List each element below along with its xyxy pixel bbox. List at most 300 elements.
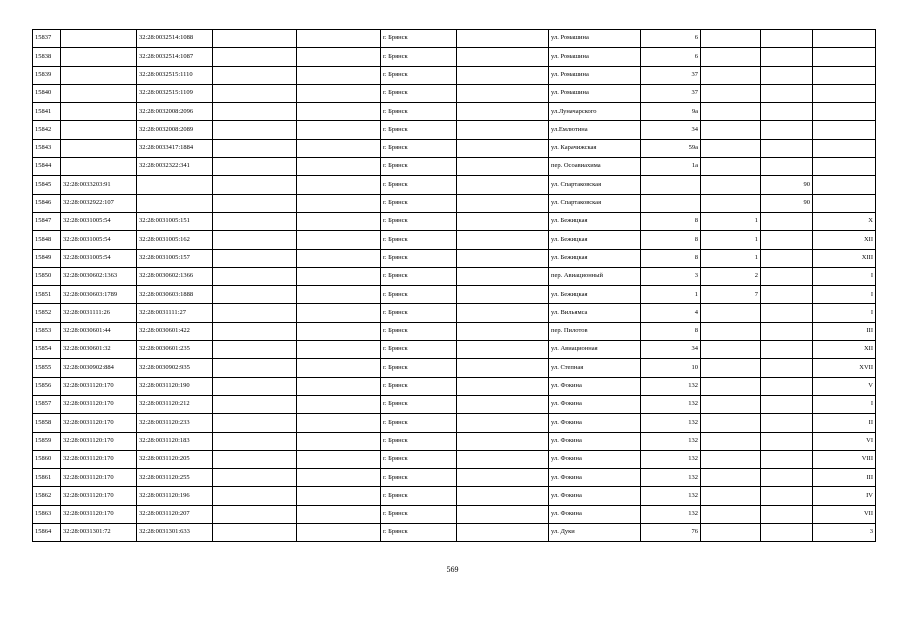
cell-col-5 bbox=[297, 212, 381, 230]
cell-house-number: 4 bbox=[641, 304, 701, 322]
page-number: 569 bbox=[446, 565, 459, 574]
cell-row-number: 15858 bbox=[33, 414, 61, 432]
table-row bbox=[33, 341, 876, 359]
cell-house-number: 76 bbox=[641, 524, 701, 542]
cell-col-7 bbox=[457, 103, 549, 121]
cell-col-7 bbox=[457, 524, 549, 542]
cell-col-11: 90 bbox=[761, 194, 813, 212]
cell-col-4 bbox=[213, 121, 297, 139]
cell-col-11 bbox=[761, 249, 813, 267]
cell-building-number bbox=[701, 158, 761, 176]
cell-premises-number bbox=[813, 103, 876, 121]
cell-col-11 bbox=[761, 139, 813, 157]
cell-col-11 bbox=[761, 304, 813, 322]
cell-col-4 bbox=[213, 359, 297, 377]
cell-house-number: 132 bbox=[641, 469, 701, 487]
cell-col-4 bbox=[213, 395, 297, 413]
cell-col-11 bbox=[761, 377, 813, 395]
cell-building-number bbox=[701, 121, 761, 139]
cell-object-cadastral-number: 32:28:0032322:341 bbox=[137, 158, 213, 176]
cell-house-number: 132 bbox=[641, 377, 701, 395]
cell-col-5 bbox=[297, 66, 381, 84]
cell-street: ул. Бежицкая bbox=[549, 212, 641, 230]
cell-parcel-cadastral-number: 32:28:0031301:72 bbox=[61, 524, 137, 542]
table-row bbox=[33, 66, 876, 84]
cell-house-number: 6 bbox=[641, 30, 701, 48]
cell-building-number bbox=[701, 304, 761, 322]
cell-street: ул. Фокина bbox=[549, 505, 641, 523]
cell-parcel-cadastral-number: 32:28:0030602:1363 bbox=[61, 267, 137, 285]
cell-premises-number: VII bbox=[813, 505, 876, 523]
cell-street: ул. Фокина bbox=[549, 487, 641, 505]
table-row bbox=[33, 231, 876, 249]
cell-col-5 bbox=[297, 469, 381, 487]
cell-col-5 bbox=[297, 487, 381, 505]
cell-row-number: 15847 bbox=[33, 212, 61, 230]
cell-object-cadastral-number: 32:28:0031111:27 bbox=[137, 304, 213, 322]
cell-object-cadastral-number: 32:28:0031120:212 bbox=[137, 395, 213, 413]
cell-house-number: 132 bbox=[641, 505, 701, 523]
cell-parcel-cadastral-number: 32:28:0030601:32 bbox=[61, 341, 137, 359]
cell-col-5 bbox=[297, 322, 381, 340]
cell-building-number bbox=[701, 395, 761, 413]
cell-building-number bbox=[701, 487, 761, 505]
cell-col-4 bbox=[213, 103, 297, 121]
cell-col-11 bbox=[761, 84, 813, 102]
cell-col-5 bbox=[297, 121, 381, 139]
cell-premises-number bbox=[813, 84, 876, 102]
cell-row-number: 15850 bbox=[33, 267, 61, 285]
cell-col-7 bbox=[457, 322, 549, 340]
cell-premises-number bbox=[813, 158, 876, 176]
cell-col-7 bbox=[457, 377, 549, 395]
cell-parcel-cadastral-number: 32:28:0031120:170 bbox=[61, 487, 137, 505]
cell-parcel-cadastral-number bbox=[61, 48, 137, 66]
cell-col-4 bbox=[213, 139, 297, 157]
cell-house-number: 8 bbox=[641, 212, 701, 230]
cell-col-11 bbox=[761, 66, 813, 84]
cell-col-11 bbox=[761, 414, 813, 432]
cell-row-number: 15855 bbox=[33, 359, 61, 377]
cell-city: г. Брянск bbox=[381, 359, 457, 377]
cell-col-7 bbox=[457, 48, 549, 66]
cell-row-number: 15844 bbox=[33, 158, 61, 176]
cell-premises-number: II bbox=[813, 414, 876, 432]
cell-parcel-cadastral-number: 32:28:0031005:54 bbox=[61, 249, 137, 267]
cell-col-11: 90 bbox=[761, 176, 813, 194]
cell-row-number: 15837 bbox=[33, 30, 61, 48]
cell-col-4 bbox=[213, 377, 297, 395]
cell-col-7 bbox=[457, 194, 549, 212]
cell-parcel-cadastral-number: 32:28:0030603:1789 bbox=[61, 286, 137, 304]
cell-street: ул. Бежицкая bbox=[549, 231, 641, 249]
cell-street: ул. Ромашина bbox=[549, 84, 641, 102]
cell-col-7 bbox=[457, 66, 549, 84]
cell-building-number bbox=[701, 48, 761, 66]
cell-col-5 bbox=[297, 249, 381, 267]
cell-parcel-cadastral-number bbox=[61, 66, 137, 84]
cell-object-cadastral-number: 32:28:0031120:233 bbox=[137, 414, 213, 432]
cell-street: ул. Ромашина bbox=[549, 48, 641, 66]
table-row bbox=[33, 414, 876, 432]
cell-object-cadastral-number: 32:28:0031005:157 bbox=[137, 249, 213, 267]
cell-col-7 bbox=[457, 231, 549, 249]
cell-col-4 bbox=[213, 322, 297, 340]
cell-row-number: 15860 bbox=[33, 450, 61, 468]
table-row bbox=[33, 432, 876, 450]
cell-col-5 bbox=[297, 377, 381, 395]
cell-row-number: 15845 bbox=[33, 176, 61, 194]
cell-street: пер. Пилотов bbox=[549, 322, 641, 340]
cell-house-number bbox=[641, 176, 701, 194]
cell-building-number bbox=[701, 194, 761, 212]
cell-house-number: 1 bbox=[641, 286, 701, 304]
cell-parcel-cadastral-number: 32:28:0031120:170 bbox=[61, 450, 137, 468]
cell-parcel-cadastral-number: 32:28:0031111:26 bbox=[61, 304, 137, 322]
cell-premises-number: III bbox=[813, 322, 876, 340]
table-row bbox=[33, 286, 876, 304]
cell-house-number: 37 bbox=[641, 84, 701, 102]
cell-parcel-cadastral-number: 32:28:0031005:54 bbox=[61, 212, 137, 230]
cell-row-number: 15856 bbox=[33, 377, 61, 395]
cell-col-5 bbox=[297, 158, 381, 176]
cell-house-number: 9а bbox=[641, 103, 701, 121]
cell-object-cadastral-number: 32:28:0031120:205 bbox=[137, 450, 213, 468]
cell-row-number: 15848 bbox=[33, 231, 61, 249]
cell-row-number: 15864 bbox=[33, 524, 61, 542]
cell-object-cadastral-number: 32:28:0032008:2096 bbox=[137, 103, 213, 121]
cell-object-cadastral-number bbox=[137, 176, 213, 194]
cell-col-5 bbox=[297, 139, 381, 157]
cell-col-11 bbox=[761, 30, 813, 48]
table-row bbox=[33, 194, 876, 212]
cell-street: ул. Бежицкая bbox=[549, 286, 641, 304]
cell-house-number: 8 bbox=[641, 231, 701, 249]
table-row bbox=[33, 249, 876, 267]
cell-street: ул. Спартаковская bbox=[549, 176, 641, 194]
cell-row-number: 15862 bbox=[33, 487, 61, 505]
cell-house-number: 10 bbox=[641, 359, 701, 377]
cell-parcel-cadastral-number bbox=[61, 84, 137, 102]
cell-street: ул. Вильямса bbox=[549, 304, 641, 322]
cell-col-11 bbox=[761, 286, 813, 304]
cell-city: г. Брянск bbox=[381, 414, 457, 432]
table-row bbox=[33, 322, 876, 340]
table-row bbox=[33, 450, 876, 468]
cell-premises-number: I bbox=[813, 286, 876, 304]
cell-city: г. Брянск bbox=[381, 432, 457, 450]
table-row bbox=[33, 267, 876, 285]
table-row bbox=[33, 176, 876, 194]
cell-col-7 bbox=[457, 469, 549, 487]
cell-house-number: 132 bbox=[641, 432, 701, 450]
cell-building-number bbox=[701, 469, 761, 487]
cell-col-7 bbox=[457, 505, 549, 523]
cell-col-4 bbox=[213, 286, 297, 304]
cell-premises-number: XII bbox=[813, 231, 876, 249]
cell-col-11 bbox=[761, 359, 813, 377]
cell-col-11 bbox=[761, 231, 813, 249]
table-row bbox=[33, 469, 876, 487]
cell-building-number bbox=[701, 432, 761, 450]
cell-city: г. Брянск bbox=[381, 524, 457, 542]
cell-col-5 bbox=[297, 450, 381, 468]
table-row bbox=[33, 304, 876, 322]
cell-col-5 bbox=[297, 432, 381, 450]
cell-object-cadastral-number: 32:28:0030601:235 bbox=[137, 341, 213, 359]
cell-street: ул.Емлютина bbox=[549, 121, 641, 139]
cell-street: ул. Степная bbox=[549, 359, 641, 377]
cell-street: ул. Бежицкая bbox=[549, 249, 641, 267]
cell-col-5 bbox=[297, 395, 381, 413]
cell-col-11 bbox=[761, 121, 813, 139]
cell-col-7 bbox=[457, 139, 549, 157]
cell-building-number bbox=[701, 139, 761, 157]
cell-street: ул. Фокина bbox=[549, 432, 641, 450]
cell-row-number: 15859 bbox=[33, 432, 61, 450]
cell-parcel-cadastral-number: 32:28:0031120:170 bbox=[61, 505, 137, 523]
cell-street: пер. Осоавиахима bbox=[549, 158, 641, 176]
cell-city: г. Брянск bbox=[381, 84, 457, 102]
cell-city: г. Брянск bbox=[381, 450, 457, 468]
cell-object-cadastral-number: 32:28:0030602:1366 bbox=[137, 267, 213, 285]
cell-street: ул. Спартаковская bbox=[549, 194, 641, 212]
cell-city: г. Брянск bbox=[381, 30, 457, 48]
cell-street: ул. Фокина bbox=[549, 469, 641, 487]
cell-row-number: 15841 bbox=[33, 103, 61, 121]
cell-street: ул. Фокина bbox=[549, 414, 641, 432]
cell-building-number bbox=[701, 377, 761, 395]
cell-premises-number: XII bbox=[813, 341, 876, 359]
cell-col-4 bbox=[213, 158, 297, 176]
cell-building-number bbox=[701, 322, 761, 340]
cell-street: ул. Фокина bbox=[549, 450, 641, 468]
cell-object-cadastral-number: 32:28:0031120:183 bbox=[137, 432, 213, 450]
cell-city: г. Брянск bbox=[381, 505, 457, 523]
cell-building-number bbox=[701, 30, 761, 48]
cell-row-number: 15838 bbox=[33, 48, 61, 66]
cell-premises-number: I bbox=[813, 304, 876, 322]
cell-house-number: 3 bbox=[641, 267, 701, 285]
cell-city: г. Брянск bbox=[381, 212, 457, 230]
cell-col-11 bbox=[761, 432, 813, 450]
cell-col-4 bbox=[213, 524, 297, 542]
cell-col-5 bbox=[297, 359, 381, 377]
cell-col-4 bbox=[213, 212, 297, 230]
cell-house-number: 8 bbox=[641, 322, 701, 340]
cell-object-cadastral-number: 32:28:0032515:1110 bbox=[137, 66, 213, 84]
cell-building-number bbox=[701, 176, 761, 194]
table-row bbox=[33, 139, 876, 157]
cell-premises-number bbox=[813, 139, 876, 157]
cell-parcel-cadastral-number: 32:28:0031005:54 bbox=[61, 231, 137, 249]
cell-col-11 bbox=[761, 505, 813, 523]
cell-building-number bbox=[701, 524, 761, 542]
cell-row-number: 15852 bbox=[33, 304, 61, 322]
cell-city: г. Брянск bbox=[381, 469, 457, 487]
cell-house-number: 34 bbox=[641, 341, 701, 359]
cell-street: ул. Ромашина bbox=[549, 66, 641, 84]
cell-premises-number: III bbox=[813, 469, 876, 487]
cell-col-5 bbox=[297, 84, 381, 102]
cell-building-number bbox=[701, 450, 761, 468]
cell-city: г. Брянск bbox=[381, 231, 457, 249]
cell-object-cadastral-number bbox=[137, 194, 213, 212]
cell-house-number: 59а bbox=[641, 139, 701, 157]
cell-col-11 bbox=[761, 48, 813, 66]
cell-col-11 bbox=[761, 487, 813, 505]
cell-col-11 bbox=[761, 341, 813, 359]
cell-city: г. Брянск bbox=[381, 341, 457, 359]
cell-col-4 bbox=[213, 48, 297, 66]
cell-parcel-cadastral-number: 32:28:0031120:170 bbox=[61, 414, 137, 432]
cell-col-5 bbox=[297, 524, 381, 542]
cell-col-11 bbox=[761, 212, 813, 230]
table-row bbox=[33, 121, 876, 139]
cell-premises-number bbox=[813, 66, 876, 84]
cell-col-11 bbox=[761, 103, 813, 121]
table-row bbox=[33, 487, 876, 505]
cell-col-7 bbox=[457, 249, 549, 267]
registry-table bbox=[32, 29, 876, 542]
cell-building-number: 1 bbox=[701, 212, 761, 230]
cell-premises-number: VIII bbox=[813, 450, 876, 468]
cell-house-number bbox=[641, 194, 701, 212]
registry-body bbox=[33, 30, 876, 542]
cell-col-5 bbox=[297, 267, 381, 285]
cell-object-cadastral-number: 32:28:0031005:162 bbox=[137, 231, 213, 249]
cell-house-number: 132 bbox=[641, 450, 701, 468]
cell-row-number: 15853 bbox=[33, 322, 61, 340]
cell-row-number: 15863 bbox=[33, 505, 61, 523]
cell-col-5 bbox=[297, 48, 381, 66]
cell-premises-number: XVII bbox=[813, 359, 876, 377]
cell-col-5 bbox=[297, 194, 381, 212]
cell-row-number: 15849 bbox=[33, 249, 61, 267]
cell-col-4 bbox=[213, 176, 297, 194]
cell-building-number: 1 bbox=[701, 249, 761, 267]
table-row bbox=[33, 84, 876, 102]
cell-city: г. Брянск bbox=[381, 48, 457, 66]
cell-object-cadastral-number: 32:28:0032515:1109 bbox=[137, 84, 213, 102]
cell-object-cadastral-number: 32:28:0030601:422 bbox=[137, 322, 213, 340]
cell-building-number bbox=[701, 341, 761, 359]
cell-premises-number: I bbox=[813, 395, 876, 413]
cell-col-5 bbox=[297, 286, 381, 304]
cell-house-number: 132 bbox=[641, 395, 701, 413]
cell-house-number: 1а bbox=[641, 158, 701, 176]
cell-object-cadastral-number: 32:28:0031120:255 bbox=[137, 469, 213, 487]
cell-col-5 bbox=[297, 304, 381, 322]
cell-premises-number: VI bbox=[813, 432, 876, 450]
cell-col-5 bbox=[297, 414, 381, 432]
cell-street: ул. Дуки bbox=[549, 524, 641, 542]
cell-col-5 bbox=[297, 231, 381, 249]
cell-col-5 bbox=[297, 341, 381, 359]
cell-col-11 bbox=[761, 395, 813, 413]
cell-col-7 bbox=[457, 158, 549, 176]
cell-row-number: 15846 bbox=[33, 194, 61, 212]
cell-parcel-cadastral-number bbox=[61, 158, 137, 176]
cell-parcel-cadastral-number: 32:28:0031120:170 bbox=[61, 469, 137, 487]
cell-col-11 bbox=[761, 158, 813, 176]
cell-col-7 bbox=[457, 487, 549, 505]
cell-col-7 bbox=[457, 286, 549, 304]
cell-city: г. Брянск bbox=[381, 395, 457, 413]
cell-col-4 bbox=[213, 231, 297, 249]
cell-city: г. Брянск bbox=[381, 139, 457, 157]
cell-premises-number bbox=[813, 30, 876, 48]
cell-object-cadastral-number: 32:28:0031120:196 bbox=[137, 487, 213, 505]
cell-parcel-cadastral-number: 32:28:0031120:170 bbox=[61, 432, 137, 450]
table-row bbox=[33, 212, 876, 230]
cell-city: г. Брянск bbox=[381, 176, 457, 194]
cell-parcel-cadastral-number: 32:28:0030902:884 bbox=[61, 359, 137, 377]
cell-street: ул. Фокина bbox=[549, 377, 641, 395]
table-row bbox=[33, 48, 876, 66]
cell-row-number: 15854 bbox=[33, 341, 61, 359]
cell-city: г. Брянск bbox=[381, 322, 457, 340]
cell-row-number: 15857 bbox=[33, 395, 61, 413]
cell-city: г. Брянск bbox=[381, 267, 457, 285]
cell-street: ул.Луначарского bbox=[549, 103, 641, 121]
cell-object-cadastral-number: 32:28:0031120:190 bbox=[137, 377, 213, 395]
table-row bbox=[33, 359, 876, 377]
cell-col-5 bbox=[297, 103, 381, 121]
cell-parcel-cadastral-number bbox=[61, 121, 137, 139]
cell-city: г. Брянск bbox=[381, 249, 457, 267]
cell-city: г. Брянск bbox=[381, 194, 457, 212]
cell-col-7 bbox=[457, 304, 549, 322]
cell-object-cadastral-number: 32:28:0032008:2089 bbox=[137, 121, 213, 139]
cell-col-7 bbox=[457, 121, 549, 139]
cell-col-4 bbox=[213, 487, 297, 505]
cell-parcel-cadastral-number: 32:28:0031120:170 bbox=[61, 377, 137, 395]
cell-premises-number bbox=[813, 194, 876, 212]
cell-col-11 bbox=[761, 524, 813, 542]
cell-col-11 bbox=[761, 450, 813, 468]
cell-parcel-cadastral-number bbox=[61, 103, 137, 121]
cell-object-cadastral-number: 32:28:0032514:1088 bbox=[137, 30, 213, 48]
cell-city: г. Брянск bbox=[381, 286, 457, 304]
cell-parcel-cadastral-number: 32:28:0033203:91 bbox=[61, 176, 137, 194]
cell-col-7 bbox=[457, 432, 549, 450]
cell-parcel-cadastral-number: 32:28:0032922:107 bbox=[61, 194, 137, 212]
cell-building-number: 7 bbox=[701, 286, 761, 304]
cell-house-number: 6 bbox=[641, 48, 701, 66]
cell-house-number: 37 bbox=[641, 66, 701, 84]
cell-street: ул. Карачижская bbox=[549, 139, 641, 157]
cell-city: г. Брянск bbox=[381, 487, 457, 505]
cell-object-cadastral-number: 32:28:0032514:1087 bbox=[137, 48, 213, 66]
cell-building-number bbox=[701, 66, 761, 84]
cell-row-number: 15842 bbox=[33, 121, 61, 139]
cell-col-7 bbox=[457, 212, 549, 230]
cell-city: г. Брянск bbox=[381, 304, 457, 322]
cell-city: г. Брянск bbox=[381, 158, 457, 176]
table-row bbox=[33, 158, 876, 176]
table-row bbox=[33, 103, 876, 121]
cell-premises-number: X bbox=[813, 212, 876, 230]
cell-street: ул. Авиационная bbox=[549, 341, 641, 359]
cell-house-number: 34 bbox=[641, 121, 701, 139]
cell-premises-number bbox=[813, 176, 876, 194]
cell-building-number bbox=[701, 505, 761, 523]
cell-col-11 bbox=[761, 267, 813, 285]
cell-col-7 bbox=[457, 414, 549, 432]
cell-premises-number bbox=[813, 121, 876, 139]
cell-building-number: 2 bbox=[701, 267, 761, 285]
